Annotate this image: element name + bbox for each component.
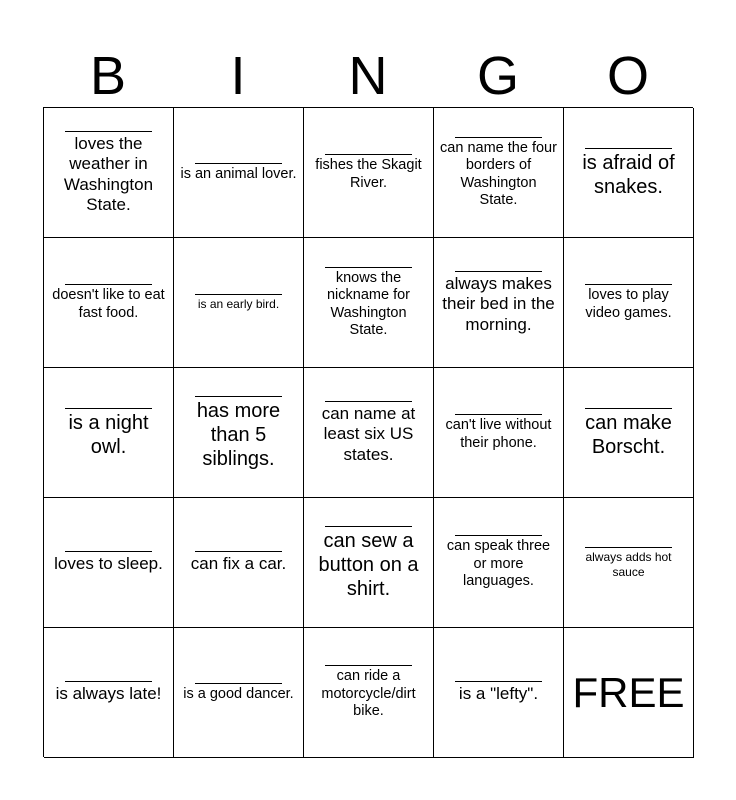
cell-prompt-text: can speak three or more languages. — [446, 538, 551, 590]
bingo-cell[interactable] — [44, 498, 174, 628]
bingo-cell[interactable] — [304, 108, 434, 238]
bingo-cell[interactable] — [44, 238, 174, 368]
name-blank-line — [325, 525, 412, 527]
bingo-grid — [43, 107, 693, 757]
name-blank-line — [325, 153, 412, 155]
name-blank-line — [455, 680, 542, 682]
free-space-cell[interactable] — [564, 628, 694, 758]
name-blank-line — [65, 130, 152, 132]
cell-prompt-text: is always late! — [55, 684, 162, 704]
bingo-cell[interactable] — [304, 498, 434, 628]
free-space-label: FREE — [572, 668, 685, 716]
bingo-cell[interactable] — [564, 498, 694, 628]
cell-prompt-text: can make Borscht. — [585, 411, 672, 458]
bingo-cell[interactable] — [434, 368, 564, 498]
name-blank-line — [585, 546, 672, 548]
cell-prompt-text: is an early bird. — [197, 297, 280, 312]
bingo-cell[interactable] — [304, 628, 434, 758]
cell-prompt-text: is a "lefty". — [458, 684, 539, 704]
bingo-cell[interactable] — [434, 498, 564, 628]
name-blank-line — [455, 413, 542, 415]
cell-prompt-text: can ride a motorcycle/dirt bike. — [321, 668, 416, 720]
cell-prompt-text: can sew a button on a shirt. — [318, 529, 419, 600]
cell-prompt-text: loves to sleep. — [54, 554, 163, 574]
bingo-cell[interactable] — [434, 108, 564, 238]
name-blank-line — [585, 283, 672, 285]
header-letter-o: O — [606, 46, 649, 106]
cell-prompt-text: doesn't like to eat fast food. — [52, 287, 165, 321]
name-blank-line — [455, 136, 542, 138]
cell-prompt-text: fishes the Skagit River. — [315, 157, 422, 191]
bingo-header — [43, 46, 693, 106]
bingo-cell[interactable] — [174, 238, 304, 368]
bingo-cell[interactable] — [434, 238, 564, 368]
name-blank-line — [195, 550, 282, 552]
bingo-cell[interactable] — [174, 498, 304, 628]
bingo-cell[interactable] — [434, 628, 564, 758]
name-blank-line — [65, 283, 152, 285]
name-blank-line — [195, 162, 282, 164]
name-blank-line — [65, 550, 152, 552]
name-blank-line — [65, 407, 152, 409]
bingo-cell[interactable] — [44, 628, 174, 758]
name-blank-line — [585, 407, 672, 409]
cell-prompt-text: is afraid of snakes. — [582, 151, 675, 198]
header-letter-n: N — [348, 46, 388, 106]
name-blank-line — [195, 293, 282, 295]
cell-prompt-text: knows the nickname for Washington State. — [326, 269, 410, 338]
cell-prompt-text: can fix a car. — [190, 554, 287, 574]
name-blank-line — [325, 664, 412, 666]
cell-prompt-text: has more than 5 siblings. — [196, 399, 281, 470]
cell-prompt-text: loves to play video games. — [585, 287, 672, 321]
bingo-cell[interactable] — [304, 368, 434, 498]
cell-prompt-text: always adds hot sauce — [585, 550, 672, 579]
cell-prompt-text: is an animal lover. — [180, 165, 297, 182]
bingo-cell[interactable] — [304, 238, 434, 368]
bingo-cell[interactable] — [564, 368, 694, 498]
cell-prompt-text: can't live without their phone. — [445, 417, 552, 451]
header-letter-g: G — [476, 46, 519, 106]
header-letter-b: B — [89, 46, 127, 106]
bingo-cell[interactable] — [44, 108, 174, 238]
name-blank-line — [455, 270, 542, 272]
cell-prompt-text: can name at least six US states. — [321, 403, 416, 464]
name-blank-line — [195, 682, 282, 684]
cell-prompt-text: loves the weather in Washington State. — [63, 133, 154, 214]
bingo-cell[interactable] — [564, 108, 694, 238]
cell-prompt-text: is a night owl. — [68, 411, 149, 458]
cell-prompt-text: is a good dancer. — [183, 685, 294, 702]
name-blank-line — [195, 395, 282, 397]
bingo-cell[interactable] — [564, 238, 694, 368]
name-blank-line — [65, 680, 152, 682]
cell-prompt-text: can name the four borders of Washington State. — [440, 139, 557, 208]
bingo-cell[interactable] — [44, 368, 174, 498]
bingo-cell[interactable] — [174, 108, 304, 238]
name-blank-line — [325, 266, 412, 268]
header-letter-i: I — [230, 46, 246, 106]
cell-prompt-text: always makes their bed in the morning. — [442, 273, 555, 334]
name-blank-line — [455, 534, 542, 536]
bingo-cell[interactable] — [174, 368, 304, 498]
name-blank-line — [585, 147, 672, 149]
name-blank-line — [325, 400, 412, 402]
bingo-cell[interactable] — [174, 628, 304, 758]
